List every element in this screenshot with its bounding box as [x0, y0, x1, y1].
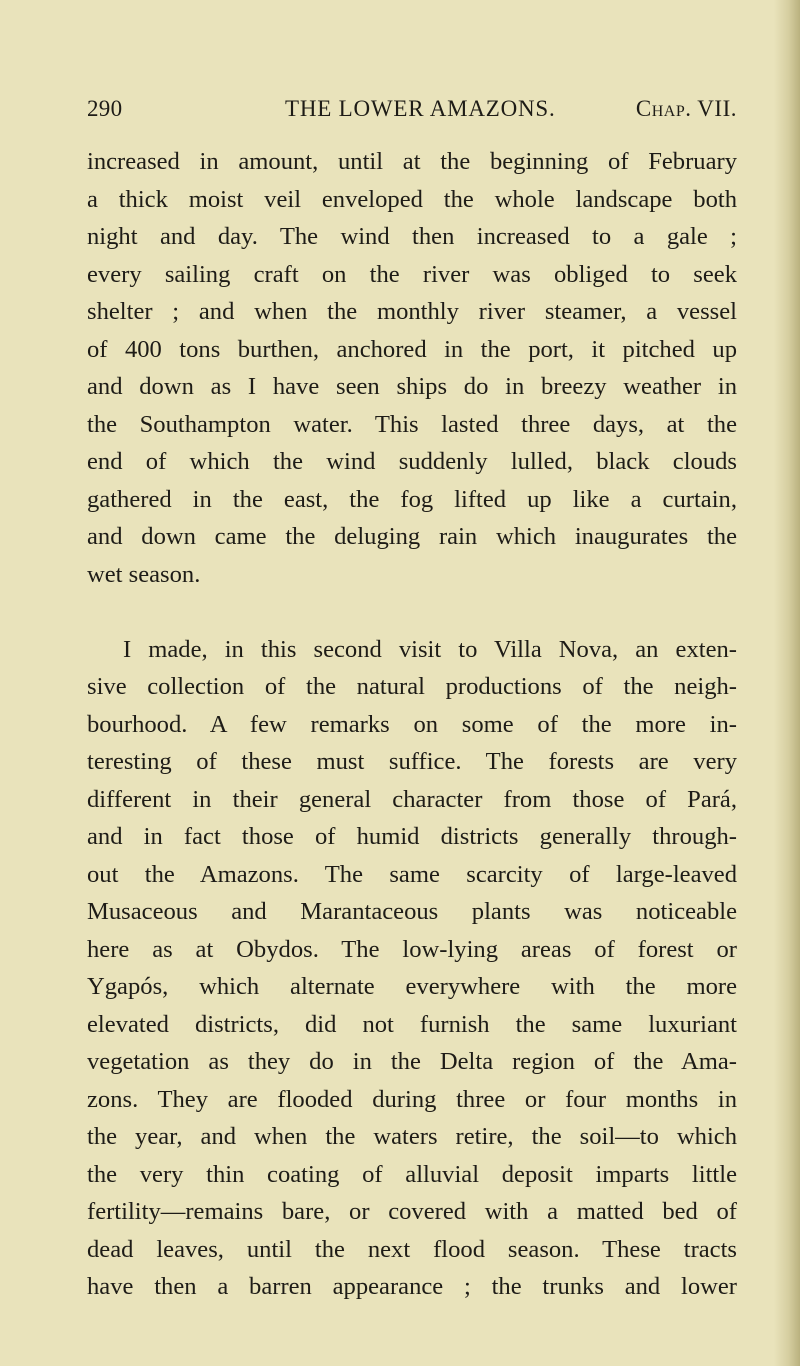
- running-header: [87, 96, 737, 132]
- running-title: THE LOWER AMAZONS.: [285, 96, 556, 121]
- text-line: every sailing craft on the river was obliged to seek: [87, 260, 737, 288]
- text-line: I made, in this second visit to Villa Nova, an exten-: [123, 635, 737, 663]
- text-line: and in fact those of humid districts generally through-: [87, 823, 737, 850]
- text-line: fertility—remains bare, or covered with a matted bed of: [87, 1198, 737, 1225]
- text-line: a thick moist veil enveloped the whole landscape both: [87, 185, 737, 213]
- text-line: end of which the wind suddenly lulled, black clouds: [87, 448, 737, 475]
- text-line: of 400 tons burthen, anchored in the port, it pitched up: [87, 335, 737, 363]
- text-line: wet season.: [87, 560, 201, 588]
- text-line: and down as I have seen ships do in breezy weather in: [87, 373, 737, 400]
- text-line: the Southampton water. This lasted three days, at the: [87, 410, 737, 438]
- page-number: 290: [87, 96, 123, 121]
- text-line: sive collection of the natural productions of the neigh-: [87, 673, 737, 700]
- text-line: increased in amount, until at the beginning of February: [87, 148, 737, 175]
- text-line: Ygapós, which alternate everywhere with the more: [87, 973, 737, 1000]
- text-line: here as at Obydos. The low-lying areas of forest or: [87, 935, 737, 963]
- page-edge-shadow: [774, 0, 800, 1366]
- chapter-label: Chap. VII.: [635, 96, 737, 121]
- text-line: different in their general character from those of Pará,: [87, 785, 737, 813]
- text-line: and down came the deluging rain which inaugurates the: [87, 523, 737, 550]
- text-line: the very thin coating of alluvial deposit imparts little: [87, 1160, 737, 1188]
- text-line: gathered in the east, the fog lifted up like a curtain,: [87, 485, 737, 513]
- text-line: shelter ; and when the monthly river steamer, a vessel: [87, 298, 737, 325]
- text-line: teresting of these must suffice. The forests are very: [87, 748, 737, 775]
- text-line: bourhood. A few remarks on some of the more in-: [87, 710, 737, 738]
- text-line: zons. They are flooded during three or four months in: [87, 1085, 737, 1113]
- text-line: the year, and when the waters retire, the soil—to which: [87, 1123, 737, 1150]
- text-line: dead leaves, until the next flood season. These tracts: [87, 1235, 737, 1263]
- paragraph-1: [87, 143, 737, 593]
- text-line: have then a barren appearance ; the trunks and lower: [87, 1273, 737, 1300]
- body-text: [87, 143, 737, 1306]
- paragraph-gap: [87, 593, 737, 631]
- paragraph-2: [87, 631, 737, 1306]
- text-line: out the Amazons. The same scarcity of large-leaved: [87, 860, 737, 888]
- text-line: Musaceous and Marantaceous plants was noticeable: [87, 898, 737, 925]
- text-line: night and day. The wind then increased to a gale ;: [87, 223, 737, 250]
- text-line: elevated districts, did not furnish the same luxuriant: [87, 1010, 737, 1038]
- text-line: vegetation as they do in the Delta region of the Ama-: [87, 1048, 737, 1075]
